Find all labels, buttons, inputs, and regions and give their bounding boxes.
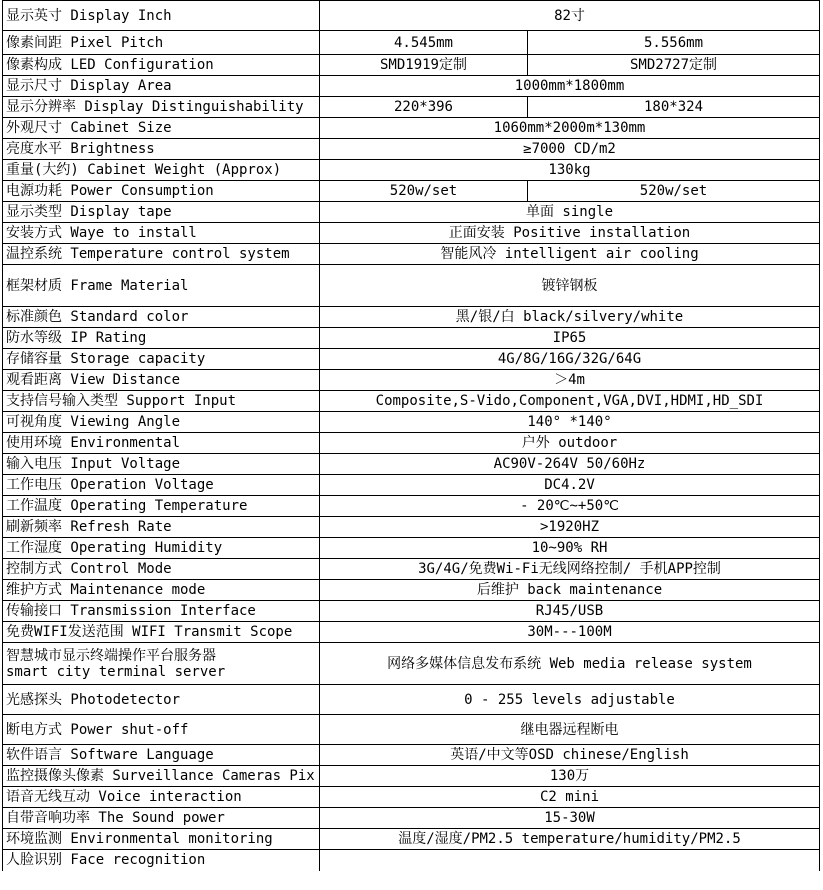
spec-label [3, 412, 320, 433]
spec-label [3, 139, 320, 160]
spec-label [3, 1, 320, 31]
spec-row [3, 787, 820, 808]
spec-value: 30M---100M [320, 622, 820, 643]
spec-row [3, 580, 820, 601]
spec-label [3, 745, 320, 766]
spec-value: 1060mm*2000m*130mm [320, 118, 820, 139]
spec-value: 网络多媒体信息发布系统 Web media release system [320, 643, 820, 685]
spec-value: 4G/8G/16G/32G/64G [320, 349, 820, 370]
spec-row [3, 433, 820, 454]
spec-label [3, 97, 320, 118]
spec-row [3, 181, 820, 202]
spec-value: RJ45/USB [320, 601, 820, 622]
spec-value: 220*396 [320, 97, 528, 118]
spec-label-text: 传输接口 Transmission Interface [6, 603, 256, 619]
spec-row [3, 559, 820, 580]
spec-label [3, 475, 320, 496]
spec-label-text: 智慧城市显示终端操作平台服务器 [6, 647, 216, 664]
spec-label [3, 202, 320, 223]
spec-label-text: 亮度水平 Brightness [6, 141, 155, 157]
spec-value: 15-30W [320, 808, 820, 829]
spec-label [3, 328, 320, 349]
spec-label [3, 622, 320, 643]
spec-label [3, 685, 320, 715]
spec-row [3, 76, 820, 97]
spec-label-text: 温控系统 Temperature control system [6, 246, 290, 262]
spec-row [3, 412, 820, 433]
spec-label-text: 工作湿度 Operating Humidity [6, 540, 223, 556]
spec-row [3, 118, 820, 139]
spec-value: 继电器远程断电 [320, 715, 820, 745]
spec-label [3, 265, 320, 307]
spec-value: DC4.2V [320, 475, 820, 496]
spec-label-text: 支持信号输入类型 Support Input [6, 393, 237, 409]
spec-row [3, 538, 820, 559]
spec-value: 520w/set [320, 181, 528, 202]
spec-label [3, 76, 320, 97]
spec-label-text: 标准颜色 Standard color [6, 309, 189, 325]
spec-label-text: 防水等级 IP Rating [6, 330, 147, 346]
spec-label-text: 观看距离 View Distance [6, 372, 181, 388]
spec-value: AC90V-264V 50/60Hz [320, 454, 820, 475]
spec-label [3, 181, 320, 202]
spec-label [3, 31, 320, 55]
spec-value: 4.545mm [320, 31, 528, 55]
spec-label-text: 输入电压 Input Voltage [6, 456, 181, 472]
spec-label-text: 免费WIFI发送范围 WIFI Transmit Scope [6, 624, 293, 640]
spec-label-text: 光感探头 Photodetector [6, 691, 181, 708]
spec-value: 户外 outdoor [320, 433, 820, 454]
spec-value: 英语/中文等OSD chinese/English [320, 745, 820, 766]
spec-row [3, 643, 820, 685]
spec-label-text: 外观尺寸 Cabinet Size [6, 120, 172, 136]
spec-label [3, 829, 320, 850]
spec-label-text: 显示类型 Display tape [6, 204, 172, 220]
spec-label [3, 118, 320, 139]
spec-label-text-en: smart city terminal server [6, 663, 226, 680]
spec-label [3, 391, 320, 412]
spec-value: 黑/银/白 black/silvery/white [320, 307, 820, 328]
spec-row [3, 265, 820, 307]
spec-label-text: 像素构成 LED Configuration [6, 57, 214, 73]
spec-label [3, 715, 320, 745]
spec-row [3, 715, 820, 745]
spec-value: IP65 [320, 328, 820, 349]
spec-label-text: 显示分辨率 Display Distinguishability [6, 99, 304, 115]
spec-label-text: 工作电压 Operation Voltage [6, 477, 214, 493]
spec-row [3, 622, 820, 643]
spec-label-text: 断电方式 Power shut-off [6, 721, 189, 738]
spec-table [2, 0, 820, 871]
spec-row [3, 244, 820, 265]
spec-label [3, 538, 320, 559]
spec-label [3, 850, 320, 871]
spec-label [3, 244, 320, 265]
spec-value: 520w/set [528, 181, 820, 202]
spec-value: 5.556mm [528, 31, 820, 55]
spec-row [3, 328, 820, 349]
spec-label [3, 496, 320, 517]
spec-value: 镀锌钢板 [320, 265, 820, 307]
spec-label-text: 控制方式 Control Mode [6, 561, 172, 577]
spec-value: 正面安装 Positive installation [320, 223, 820, 244]
spec-label [3, 787, 320, 808]
spec-value: ≥7000 CD/m2 [320, 139, 820, 160]
spec-label-text: 重量(大约) Cabinet Weight (Approx) [6, 162, 282, 178]
spec-row [3, 808, 820, 829]
spec-row [3, 202, 820, 223]
spec-label-text: 维护方式 Maintenance mode [6, 582, 206, 598]
spec-row [3, 829, 820, 850]
spec-label [3, 55, 320, 76]
spec-value [320, 850, 820, 871]
spec-label-text: 存储容量 Storage capacity [6, 351, 206, 367]
spec-row [3, 160, 820, 181]
spec-label-text: 电源功耗 Power Consumption [6, 183, 214, 199]
spec-value: SMD2727定制 [528, 55, 820, 76]
spec-row [3, 1, 820, 31]
spec-label [3, 160, 320, 181]
spec-value: 智能风冷 intelligent air cooling [320, 244, 820, 265]
spec-value: 130万 [320, 766, 820, 787]
spec-label-text: 使用环境 Environmental [6, 435, 181, 451]
spec-table-body [3, 1, 820, 871]
spec-value: 82寸 [320, 1, 820, 31]
spec-label [3, 370, 320, 391]
spec-row [3, 97, 820, 118]
spec-value: ＞4m [320, 370, 820, 391]
spec-label [3, 643, 320, 685]
spec-row [3, 766, 820, 787]
spec-row [3, 454, 820, 475]
spec-value: Composite,S-Vido,Component,VGA,DVI,HDMI,HD_SDI [320, 391, 820, 412]
spec-label-text: 安装方式 Waye to install [6, 225, 197, 241]
spec-label-text: 监控摄像头像素 Surveillance Cameras Pix [6, 768, 315, 784]
spec-value: >1920HZ [320, 517, 820, 538]
spec-row [3, 850, 820, 871]
spec-label [3, 766, 320, 787]
spec-label-text: 框架材质 Frame Material [6, 277, 189, 294]
spec-label [3, 349, 320, 370]
spec-label [3, 601, 320, 622]
spec-row [3, 517, 820, 538]
spec-row [3, 475, 820, 496]
spec-label-text: 软件语言 Software Language [6, 747, 214, 763]
spec-row [3, 496, 820, 517]
spec-label [3, 517, 320, 538]
spec-label-text: 语音无线互动 Voice interaction [6, 789, 242, 805]
spec-value: 180*324 [528, 97, 820, 118]
spec-value: - 20℃~+50℃ [320, 496, 820, 517]
spec-value: 10~90% RH [320, 538, 820, 559]
spec-label-text: 可视角度 Viewing Angle [6, 414, 181, 430]
spec-label [3, 433, 320, 454]
spec-value: 0 - 255 levels adjustable [320, 685, 820, 715]
spec-label-text: 像素间距 Pixel Pitch [6, 34, 164, 51]
spec-label-text: 人脸识别 Face recognition [6, 852, 206, 869]
spec-label [3, 808, 320, 829]
spec-label [3, 454, 320, 475]
spec-label [3, 307, 320, 328]
spec-value: 3G/4G/免费Wi-Fi无线网络控制/ 手机APP控制 [320, 559, 820, 580]
spec-row [3, 601, 820, 622]
spec-value: SMD1919定制 [320, 55, 528, 76]
spec-value: 140° *140° [320, 412, 820, 433]
spec-label [3, 223, 320, 244]
spec-label [3, 559, 320, 580]
spec-value: 后维护 back maintenance [320, 580, 820, 601]
spec-label-text: 显示尺寸 Display Area [6, 78, 172, 94]
spec-row [3, 685, 820, 715]
spec-row [3, 349, 820, 370]
spec-row [3, 31, 820, 55]
spec-value: C2 mini [320, 787, 820, 808]
spec-label-text: 环境监测 Environmental monitoring [6, 831, 273, 847]
spec-value: 单面 single [320, 202, 820, 223]
spec-label-text: 工作温度 Operating Temperature [6, 498, 248, 514]
spec-row [3, 391, 820, 412]
spec-row [3, 55, 820, 76]
spec-label-text: 刷新频率 Refresh Rate [6, 519, 172, 535]
spec-label-text: 显示英寸 Display Inch [6, 7, 172, 24]
spec-row [3, 223, 820, 244]
spec-row [3, 370, 820, 391]
spec-value: 温度/湿度/PM2.5 temperature/humidity/PM2.5 [320, 829, 820, 850]
spec-row [3, 139, 820, 160]
spec-label [3, 580, 320, 601]
spec-value: 130kg [320, 160, 820, 181]
spec-label-text: 自带音响功率 The Sound power [6, 810, 225, 826]
spec-row [3, 745, 820, 766]
spec-value: 1000mm*1800mm [320, 76, 820, 97]
spec-row [3, 307, 820, 328]
